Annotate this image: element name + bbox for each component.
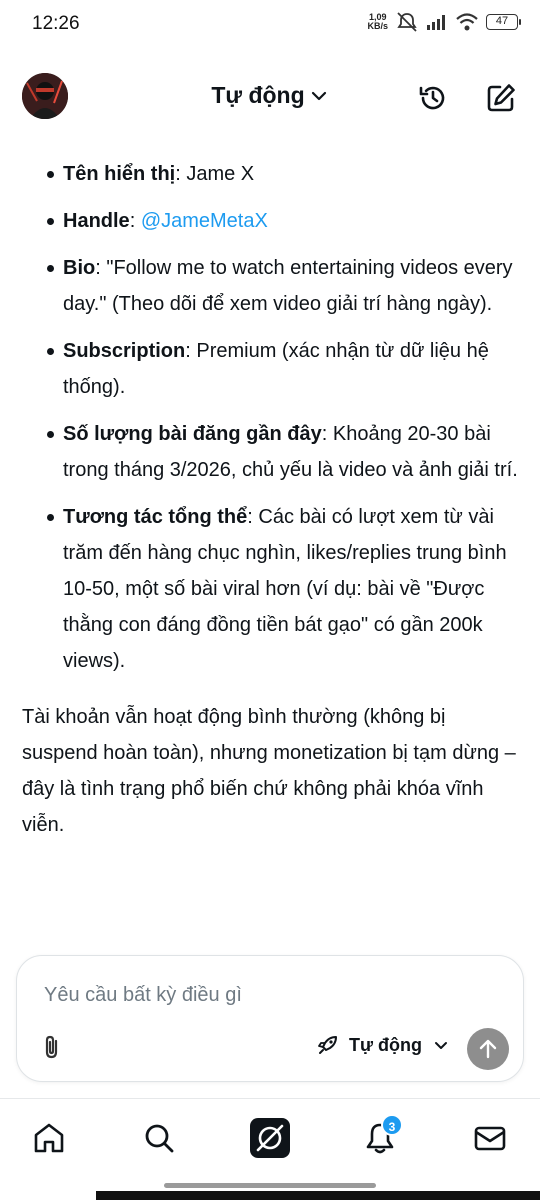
network-speed: 1,09 KB/s bbox=[367, 12, 388, 31]
chevron-down-icon bbox=[309, 86, 329, 106]
prompt-input[interactable]: Yêu cầu bất kỳ điều gì bbox=[44, 984, 242, 1006]
status-icons bbox=[367, 12, 518, 32]
chevron-down-icon bbox=[432, 1036, 450, 1054]
response-content bbox=[0, 156, 540, 843]
summary-paragraph: Tài khoản vẫn hoạt động bình thường (không bị suspend hoàn toàn), nhưng monetization bị tạm dừng – đây là tình trạng phổ biến chứ không phải khóa vĩnh viễn. bbox=[22, 706, 516, 836]
battery-indicator: 47 bbox=[486, 14, 518, 30]
home-icon[interactable] bbox=[31, 1120, 67, 1156]
notification-badge: 3 bbox=[381, 1114, 403, 1136]
list-item: Tương tác tổng thể: Các bài có lượt xem từ vài trăm đến hàng chục nghìn, likes/replies trung bình 10-50, một số bài viral hơn (ví dụ: bài về "Được thằng con đáng đồng tiền bát gạo" có gần 200k views). bbox=[63, 499, 518, 679]
grok-icon[interactable] bbox=[250, 1118, 290, 1158]
list-item: Tên hiển thị: Jame X bbox=[63, 156, 518, 192]
mode-selector[interactable] bbox=[0, 82, 540, 109]
home-indicator bbox=[96, 1191, 540, 1200]
history-icon[interactable] bbox=[417, 82, 449, 114]
compose-icon[interactable] bbox=[485, 82, 517, 114]
bottom-navigation bbox=[0, 1110, 540, 1170]
mode-dropdown[interactable] bbox=[317, 1034, 450, 1056]
list-item: Bio: "Follow me to watch entertaining videos every day." (Theo dõi để xem video giải trí hàng ngày). bbox=[63, 250, 518, 322]
send-button[interactable] bbox=[467, 1028, 509, 1070]
mute-icon bbox=[396, 12, 418, 32]
list-item: Handle: @JameMetaX bbox=[63, 203, 518, 239]
arrow-up-icon bbox=[476, 1037, 500, 1061]
list-item: Subscription: Premium (xác nhận từ dữ liệu hệ thống). bbox=[63, 333, 518, 405]
search-icon[interactable] bbox=[141, 1120, 177, 1156]
gesture-bar bbox=[164, 1183, 376, 1188]
rocket-icon bbox=[317, 1034, 339, 1056]
status-time: 12:26 bbox=[32, 13, 80, 34]
profile-details-list bbox=[0, 156, 540, 679]
mode-title-label: Tự động bbox=[211, 82, 305, 108]
prompt-composer[interactable] bbox=[16, 955, 524, 1082]
mail-icon[interactable] bbox=[472, 1120, 508, 1156]
nav-divider bbox=[0, 1098, 540, 1099]
paperclip-icon[interactable] bbox=[39, 1034, 65, 1060]
list-item: Số lượng bài đăng gần đây: Khoảng 20-30 bài trong tháng 3/2026, chủ yếu là video và ảnh giải trí. bbox=[63, 416, 518, 488]
handle-link[interactable]: @JameMetaX bbox=[140, 210, 268, 232]
wifi-icon bbox=[456, 13, 478, 31]
signal-icon bbox=[426, 14, 448, 30]
chat-header bbox=[0, 70, 540, 126]
mode-chip-label: Tự động bbox=[349, 1034, 423, 1055]
status-bar bbox=[0, 0, 540, 48]
